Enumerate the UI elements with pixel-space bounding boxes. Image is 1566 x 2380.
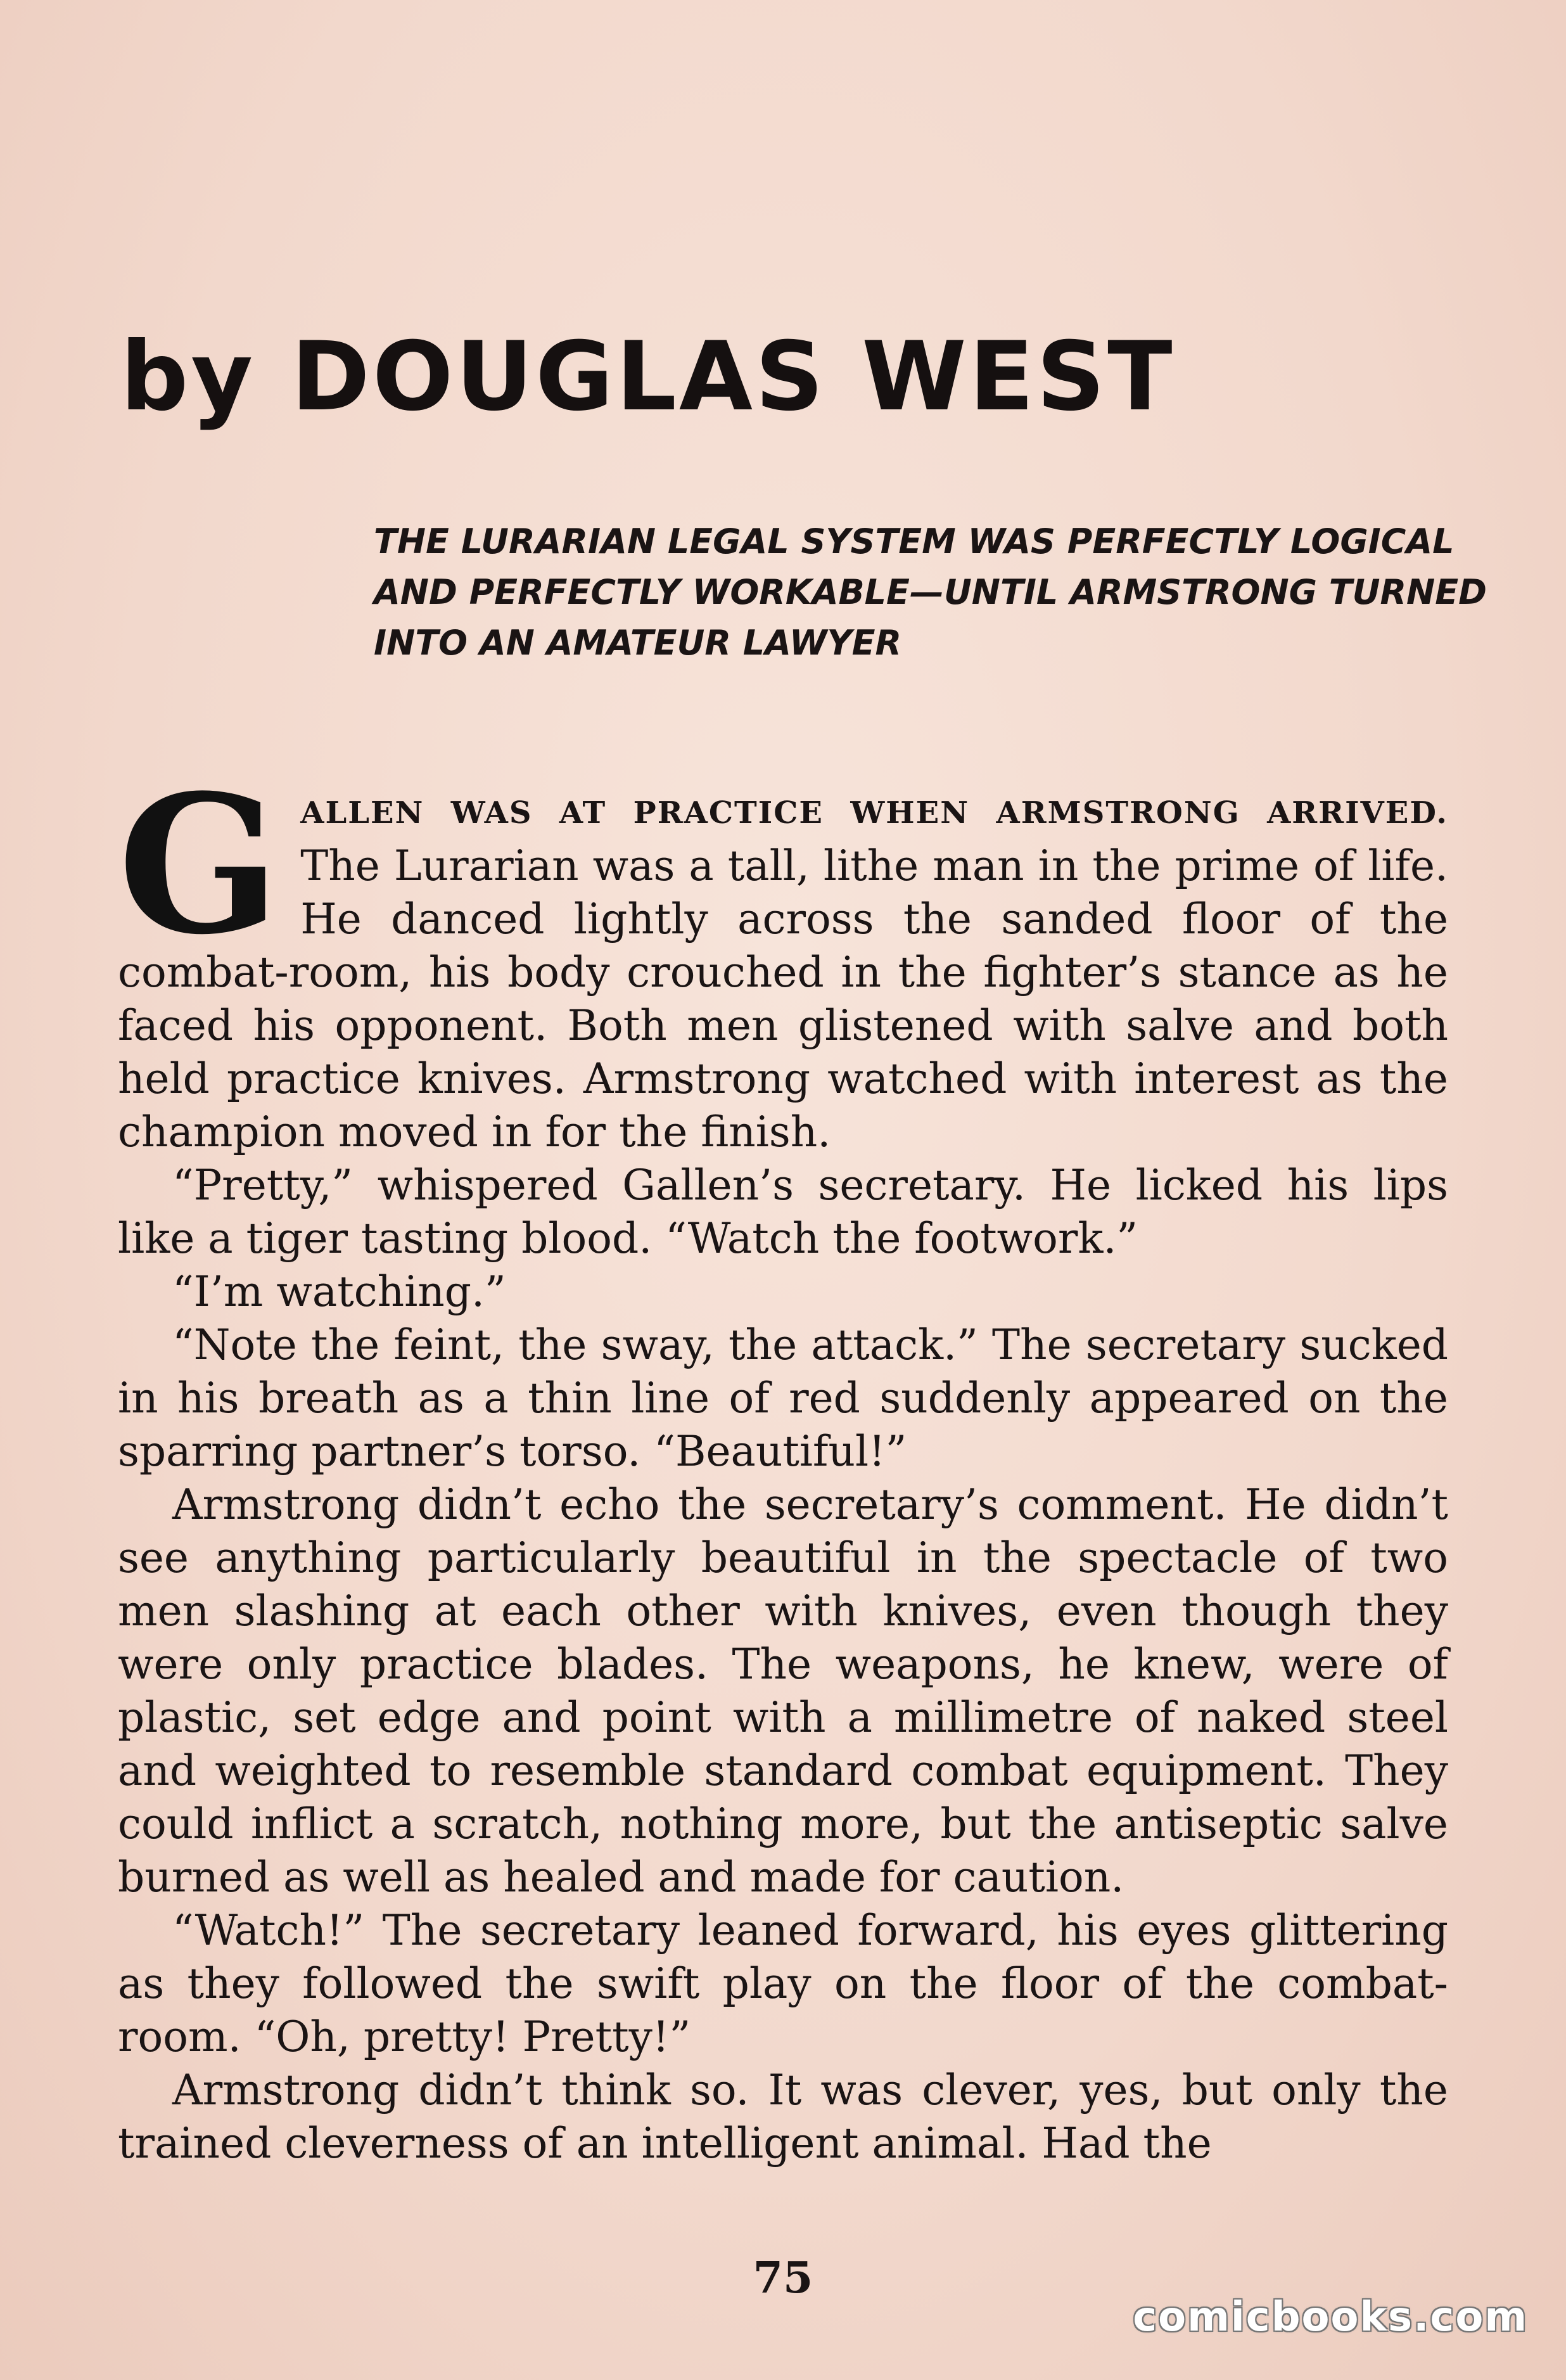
drop-cap: G	[118, 753, 281, 976]
lead-in-smallcaps: ALLEN WAS AT PRACTICE WHEN ARMSTRONG ARRIVED.	[300, 795, 1448, 831]
paragraph: Armstrong didn’t think so. It was clever, yes, but only the trained cleverness of an intelligent animal. Had the	[118, 2066, 1448, 2168]
blurb-line: INTO AN AMATEUR LAWYER	[374, 623, 902, 663]
page-number: 75	[753, 2253, 813, 2303]
paragraph-text: The Lurarian was a tall, lithe man in the prime of life. He danced lightly across the sanded floor of the combat-room, his body crouched in the fighter’s stance as he faced his opponent. Both men glistened with salve and both held practice knives. Armstrong watched with interest as the champion moved in for the finish.	[118, 841, 1448, 1156]
paragraph: “I’m watching.”	[172, 1267, 506, 1316]
paragraph	[118, 753, 1448, 1159]
author-byline: by DOUGLAS WEST	[120, 322, 1175, 432]
story-body	[118, 753, 1448, 2170]
paragraph: Armstrong didn’t echo the secretary’s comment. He didn’t see anything particularly beautiful in the spectacle of two men slashing at each other with knives, even though they were only practice blades. The weapons, he knew, were of plastic, set edge and point with a millimetre of naked steel and weighted to resemble standard combat equipment. They could inflict a scratch, nothing more, but the antiseptic salve burned as well as healed and made for caution.	[118, 1480, 1448, 1902]
paragraph: “Pretty,” whispered Gallen’s secretary. He licked his lips like a tiger tasting blood. “Watch the footwork.”	[118, 1161, 1448, 1263]
site-watermark: comicbooks.com	[1133, 2294, 1528, 2341]
story-blurb	[374, 516, 1487, 669]
blurb-line: THE LURARIAN LEGAL SYSTEM WAS PERFECTLY LOGICAL	[374, 521, 1455, 561]
paragraph: “Watch!” The secretary leaned forward, his eyes glittering as they followed the swift play on the floor of the combat-room. “Oh, pretty! Pretty!”	[118, 1906, 1448, 2061]
paragraph: “Note the feint, the sway, the attack.” The secretary sucked in his breath as a thin line of red suddenly appeared on the sparring partner’s torso. “Beautiful!”	[118, 1321, 1448, 1476]
blurb-line: AND PERFECTLY WORKABLE—UNTIL ARMSTRONG TURNED	[374, 572, 1487, 612]
